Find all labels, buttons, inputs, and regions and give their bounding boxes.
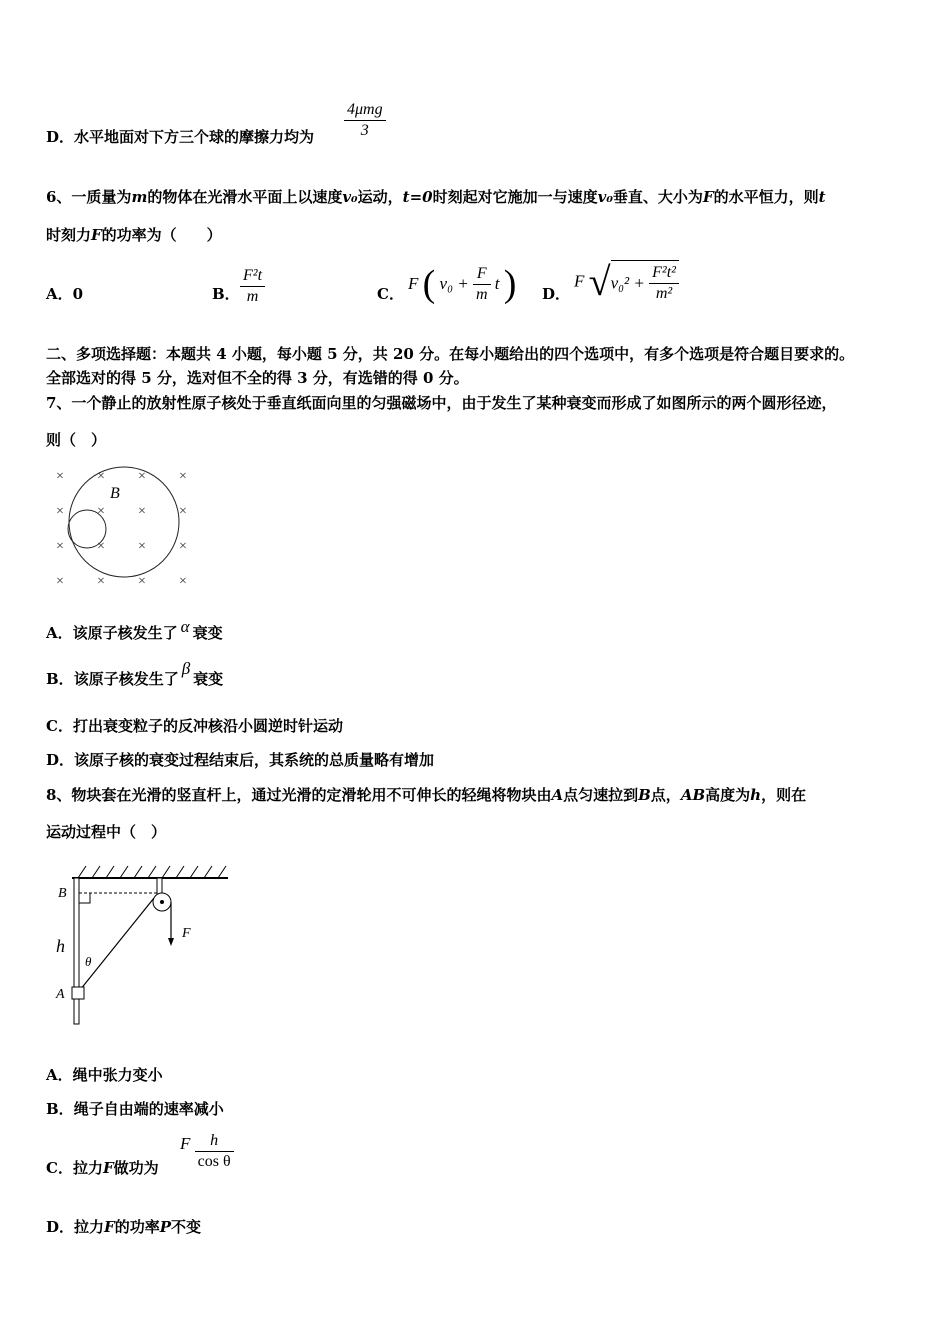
fraction-denominator: 3 xyxy=(360,122,369,139)
q7-option-c[interactable]: C．打出衰变粒子的反冲核沿小圆逆时针运动 xyxy=(46,717,343,735)
field-cross: × xyxy=(56,504,64,519)
force-arrow xyxy=(168,938,174,946)
field-cross: × xyxy=(138,469,146,484)
field-cross: × xyxy=(56,469,64,484)
section2-heading-line2: 全部选对的得 5 分，选对但不全的得 3 分，有选错的得 0 分。 xyxy=(46,369,469,387)
field-cross: × xyxy=(97,469,105,484)
label-b: B xyxy=(58,886,67,901)
q8-stem-line1: 8、物块套在光滑的竖直杆上，通过光滑的定滑轮用不可伸长的轻绳将物块由A点匀速拉到B点，AB高度为h，则在 xyxy=(46,786,807,804)
label-h: h xyxy=(56,936,65,956)
beta-symbol: β xyxy=(181,659,191,678)
block xyxy=(72,987,84,999)
q5-fraction xyxy=(344,100,386,141)
q7-magnetic-field-figure xyxy=(46,462,196,592)
field-label-b: B xyxy=(110,485,120,502)
option-label: D． xyxy=(46,128,75,146)
fraction-numerator: 4μmg xyxy=(344,100,386,121)
q5-option-d[interactable] xyxy=(46,126,314,147)
field-cross: × xyxy=(179,539,187,554)
field-cross: × xyxy=(97,539,105,554)
q6-option-b-fraction: $\frac{\text{F²t}}{m}$ xyxy=(240,266,265,307)
q7-option-d[interactable]: D．该原子核的衰变过程结束后，其系统的总质量略有增加 xyxy=(46,751,435,769)
ceiling-hatch xyxy=(78,866,226,878)
label-theta: θ xyxy=(85,954,92,969)
field-cross: × xyxy=(56,539,64,554)
field-cross: × xyxy=(138,504,146,519)
q8-stem-line2: 运动过程中（ ） xyxy=(46,823,167,841)
label-a: A xyxy=(56,987,65,1002)
field-cross: × xyxy=(97,504,105,519)
field-cross: × xyxy=(97,574,105,589)
q8-option-c-expr: F $\frac{h}{\text{cos θ}}$ xyxy=(180,1131,234,1172)
q8-pulley-figure xyxy=(50,860,240,1030)
right-angle-mark xyxy=(79,893,90,903)
alpha-symbol: α xyxy=(180,617,190,636)
field-cross: × xyxy=(179,574,187,589)
label-f: F xyxy=(182,926,191,941)
field-cross: × xyxy=(56,574,64,589)
field-cross: × xyxy=(179,504,187,519)
small-track-circle xyxy=(68,510,106,548)
vertical-rod xyxy=(74,878,79,1024)
q6-option-d-label[interactable]: D． xyxy=(542,285,571,303)
option-text: 水平地面对下方三个球的摩擦力均为 xyxy=(74,128,315,146)
section2-heading-line1: 二、多项选择题：本题共 4 小题，每小题 5 分，共 20 分。在每小题给出的四个选项中，有多个选项是符合题目要求的。 xyxy=(46,345,855,363)
q6-stem-line1: 6、一质量为m的物体在光滑水平面上以速度v₀运动，t=0时刻起对它施加一与速度v₀垂直、大小为F的水平恒力，则t xyxy=(46,188,826,206)
q7-stem-line2: 则（ ） xyxy=(46,431,107,449)
q6-option-c-label[interactable]: C． xyxy=(377,285,404,303)
q6-stem-line2: 时刻力F的功率为（ ） xyxy=(46,226,222,244)
q7-option-a[interactable]: A．该原子核发生了 α 衰变 xyxy=(46,617,223,642)
field-cross: × xyxy=(179,469,187,484)
rope-segment xyxy=(80,898,154,990)
q8-option-d[interactable]: D．拉力F的功率P不变 xyxy=(46,1218,201,1236)
q6-option-c-expr: F ( v₀ + $\frac{F}{m}$ t ) xyxy=(408,263,517,305)
q8-option-a[interactable]: A．绳中张力变小 xyxy=(46,1066,163,1084)
q8-option-b[interactable]: B．绳子自由端的速率减小 xyxy=(46,1100,224,1118)
q8-option-c[interactable]: C．拉力F做功为 xyxy=(46,1159,159,1177)
q6-option-b-label[interactable]: B． xyxy=(212,285,240,303)
q7-stem-line1: 7、一个静止的放射性原子核处于垂直纸面向里的匀强磁场中，由于发生了某种衰变而形成了如图所示的两个圆形径迹， xyxy=(46,394,837,412)
field-cross: × xyxy=(138,574,146,589)
q6-option-a[interactable]: A．0 xyxy=(46,285,84,303)
q6-option-d-expr: F √v₀² + $\frac{\text{F²t²}}{\text{m²}}$ xyxy=(574,258,679,305)
large-track-circle xyxy=(69,467,179,577)
field-cross: × xyxy=(138,539,146,554)
q7-option-b[interactable]: B．该原子核发生了β衰变 xyxy=(46,659,224,688)
